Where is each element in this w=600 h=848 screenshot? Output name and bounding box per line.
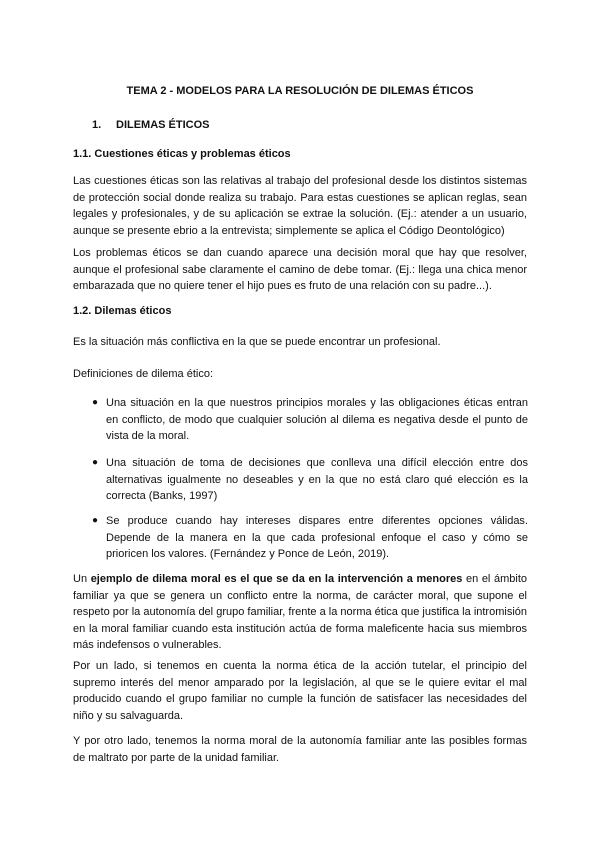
section-number: 1.: [92, 119, 102, 131]
list-item: [92, 395, 528, 445]
paragraph-por-un-lado: Por un lado, si tenemos en cuenta la norma ética de la acción tutelar, el principio del supremo interés del menor amparado por la legislación, al que se le quiere evitar el mal producido cuando el grupo familiar no cumple la función de satisfacer las necesidades del niño y su salvaguarda.: [73, 660, 527, 722]
paragraph-situacion-conflictiva: Es la situación más conflictiva en la que se puede encontrar un profesional.: [73, 336, 441, 348]
subsection-heading-1-2: 1.2. Dilemas éticos: [73, 305, 172, 317]
section-heading-dilemas-eticos: [92, 119, 210, 131]
list-item: [92, 455, 528, 505]
example-rest: en el ámbito familiar ya que se genera un conflicto entre la norma, de carácter moral, que supone el respeto por la autonomía del grupo familiar, frente a la norma ética que justifica la intromisión en la moral familiar cuando esta institución actúa de forma maleficente hacia sus miembros más indefensos o vulnerables.: [73, 573, 528, 651]
bullet-dot-icon: ●: [92, 515, 99, 526]
example-highlight: ejemplo de dilema moral es el que se da en la intervención a menores: [90, 573, 463, 585]
document-title: TEMA 2 - MODELOS PARA LA RESOLUCIÓN DE DILEMAS ÉTICOS: [126, 85, 474, 97]
list-item-text: Una situación en la que nuestros principios morales y las obligaciones éticas entran en conflicto, de modo que cualquier solución al dilema es negativa desde el punto de vista de la moral.: [106, 397, 528, 442]
bullet-dot-icon: ●: [92, 457, 99, 468]
paragraph-ejemplo-dilema: [73, 571, 527, 654]
subsection-heading-1-1: 1.1. Cuestiones éticas y problemas éticos: [73, 148, 291, 160]
paragraph-por-otro-lado: Y por otro lado, tenemos la norma moral de la autonomía familiar ante las posibles formas de maltrato por parte de la unidad familiar.: [73, 735, 527, 764]
paragraph-problemas-eticos: Los problemas éticos se dan cuando aparece una decisión moral que hay que resolver, aunque el profesional sabe claramente el camino de debe tomar. (Ej.: llega una chica menor embarazada que no quiere tener el hijo pues es fruto de una relación con su padre...).: [73, 247, 527, 292]
list-item: [92, 513, 528, 563]
paragraph-cuestiones-eticas: Las cuestiones éticas son las relativas al trabajo del profesional desde los distintos sistemas de protección social donde realiza su trabajo. Para estas cuestiones se aplican reglas, sean legales y profesionales, y de su aplicación se extrae la solución. (Ej.: atender a un usuario, aunque se presente ebrio a la entrevista; simplemente se aplica el Código Deontológico): [73, 175, 527, 237]
bullet-dot-icon: ●: [92, 397, 99, 408]
list-item-text: Una situación de toma de decisiones que conlleva una difícil elección entre dos alternativas igualmente no deseables y en la que no está claro qué elección es la correcta (Banks, 1997): [106, 457, 528, 502]
section-heading-text: DILEMAS ÉTICOS: [116, 119, 210, 131]
example-intro: Un: [73, 573, 91, 585]
definitions-intro: Definiciones de dilema ético:: [73, 368, 214, 380]
list-item-text: Se produce cuando hay intereses dispares entre diferentes opciones válidas. Depende de la manera en la que cada profesional enfoque el caso y cómo se prioricen los valores. (Fernández y Ponce de León, 2019).: [106, 515, 528, 560]
